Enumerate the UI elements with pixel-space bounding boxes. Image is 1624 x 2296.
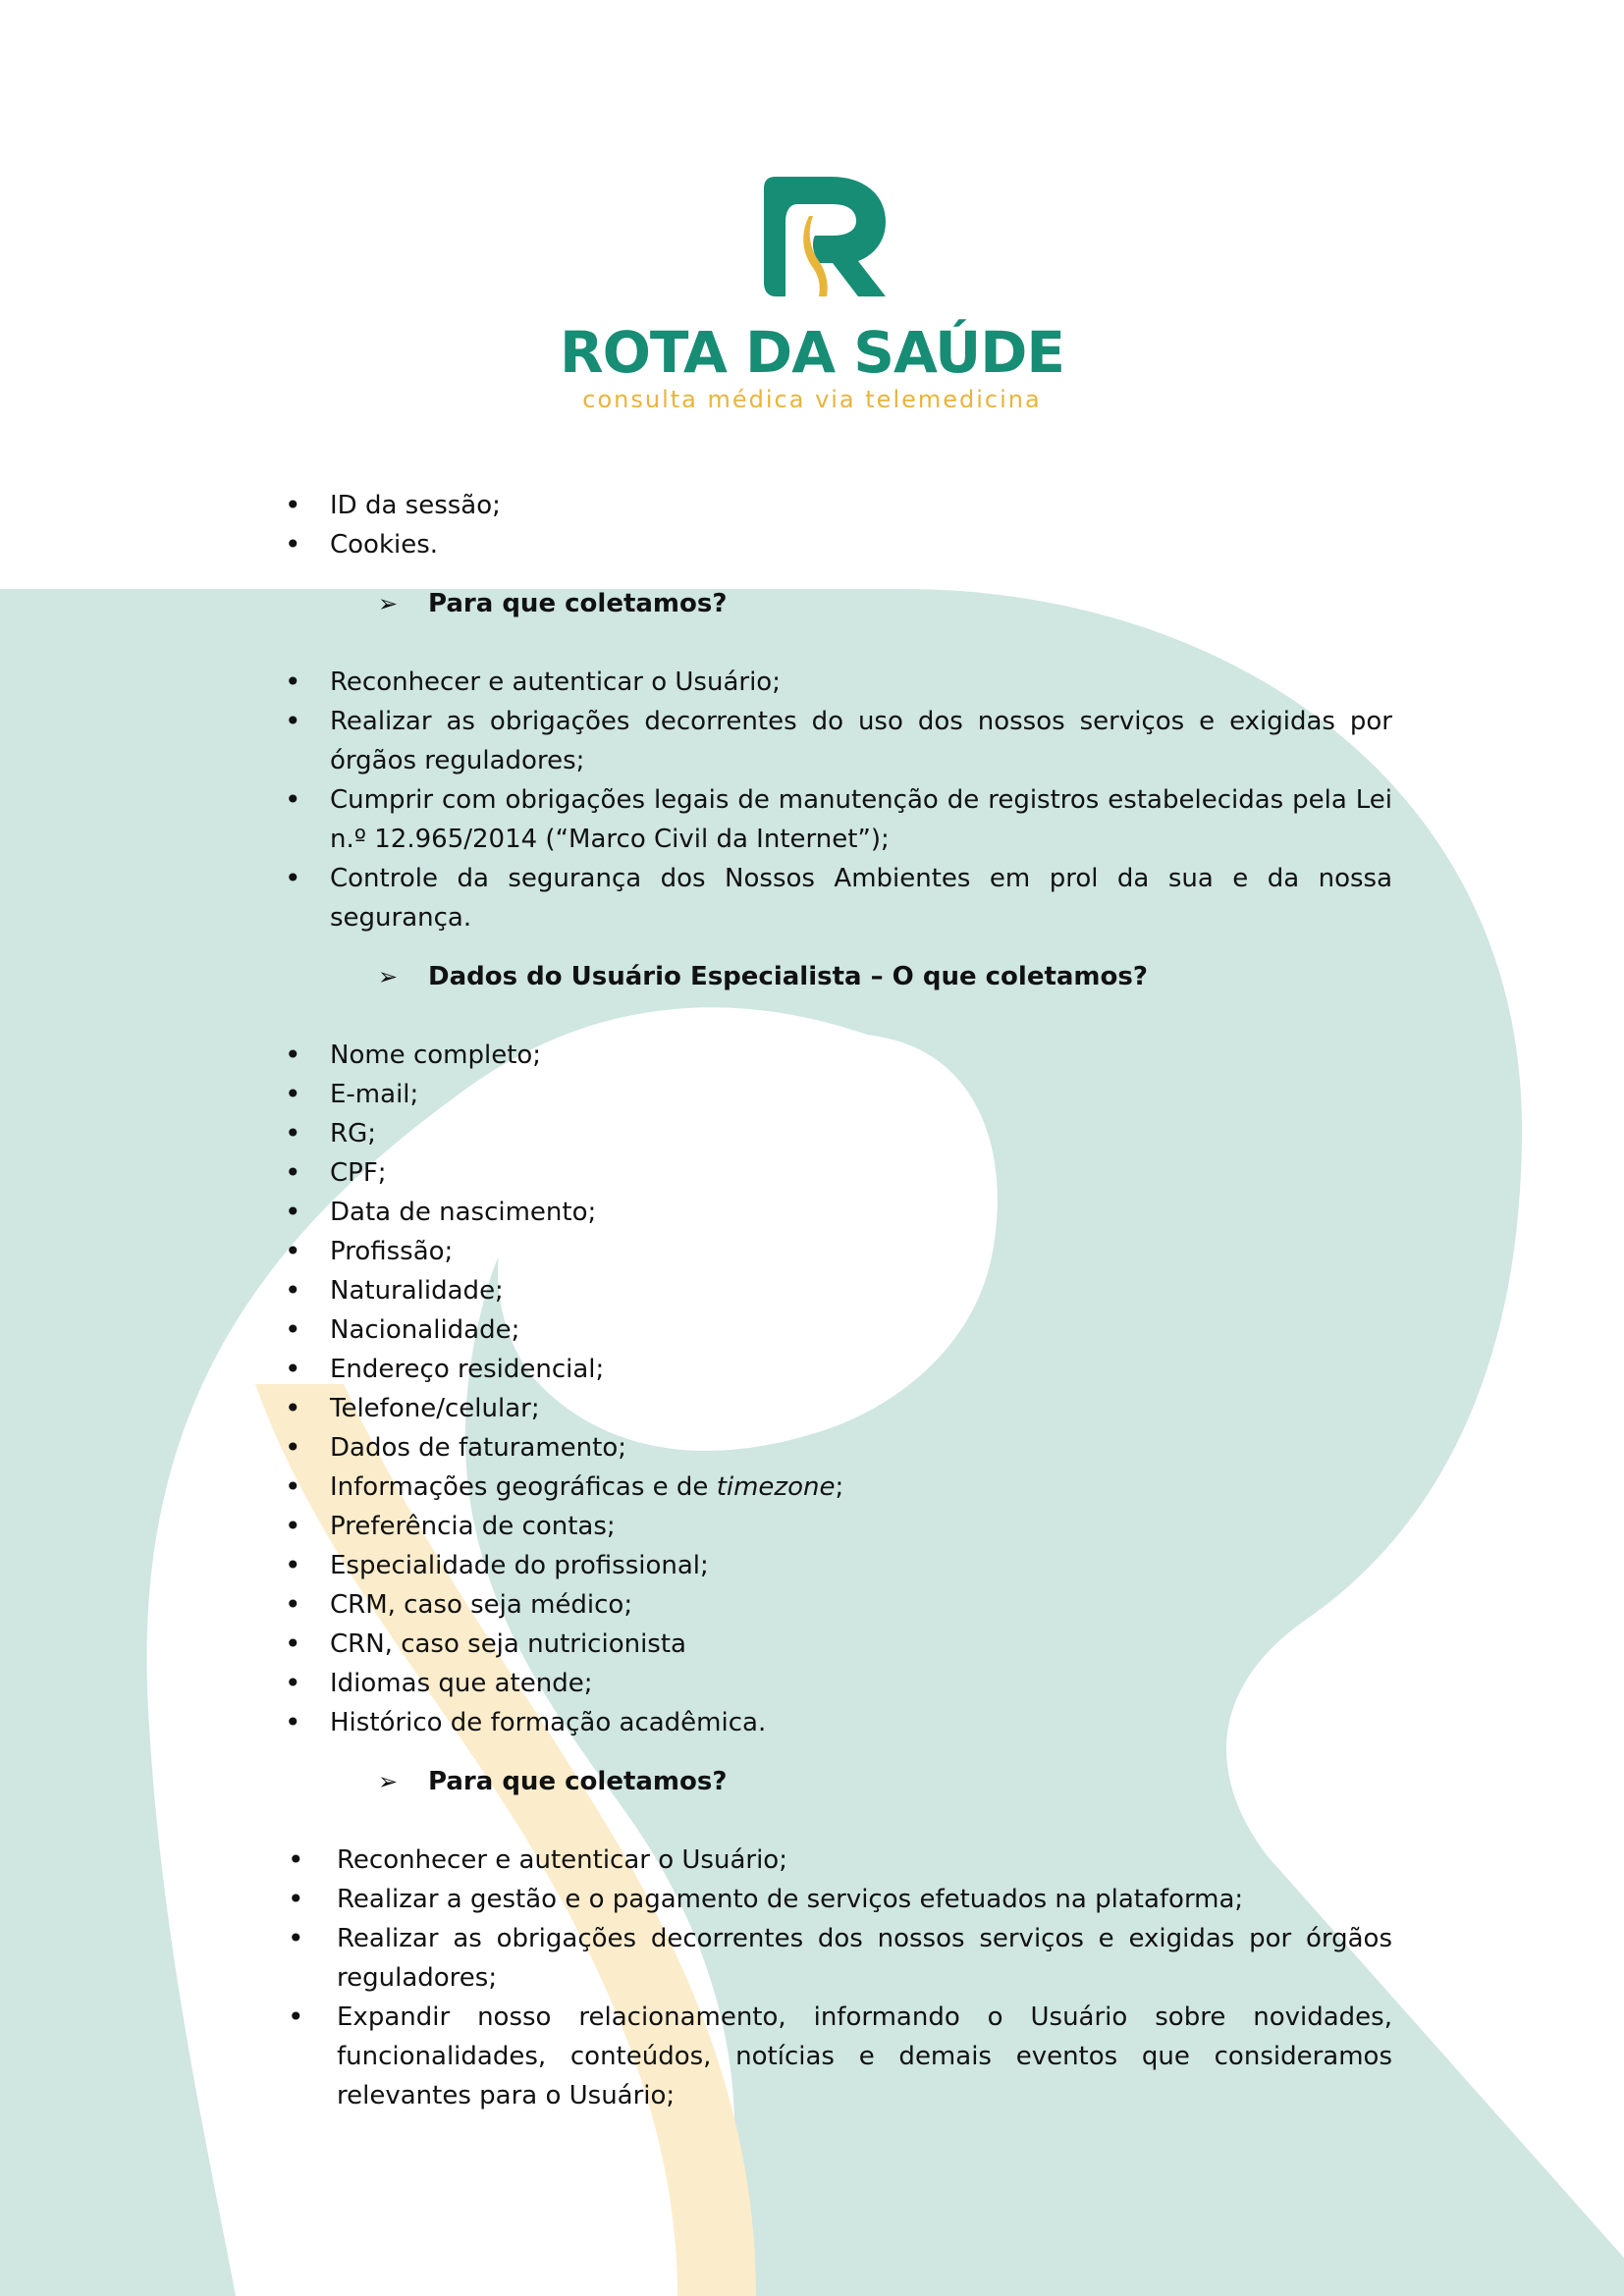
list-item: • Especialidade do profissional; [330,1546,1392,1585]
brand-tagline: consulta médica via telemedicina [582,386,1042,413]
section-heading-purpose: ➢ Para que coletamos? [0,584,1624,623]
list-item: • Telefone/celular; [330,1389,1392,1428]
list-item: • Profissão; [330,1232,1392,1271]
section-heading-specialist-data: ➢ Dados do Usuário Especialista – O que coletamos? [0,957,1624,996]
list-item: • CPF; [330,1153,1392,1193]
list-item: • CRN, caso seja nutricionista [330,1625,1392,1664]
list-item: • CRM, caso seja médico; [330,1585,1392,1625]
list-item: • Dados de faturamento; [330,1428,1392,1468]
arrow-bullet-icon: ➢ [378,1768,399,1795]
arrow-bullet-icon: ➢ [378,590,399,617]
list-item: • Reconhecer e autenticar o Usuário; [337,1841,1392,1880]
list-item: • Reconhecer e autenticar o Usuário; [330,663,1392,702]
list-item: • RG; [330,1114,1392,1153]
list-item: • Cookies. [330,525,1392,564]
brand-name: ROTA DA SAÚDE [559,319,1065,386]
list-item: • ID da sessão; [330,486,1392,525]
purpose-specialist-list [337,1841,1392,2115]
specialist-data-list [330,1036,1392,1742]
list-item: • Realizar a gestão e o pagamento de serviços efetuados na plataforma; [337,1880,1392,1919]
list-item: • Nacionalidade; [330,1310,1392,1350]
arrow-bullet-icon: ➢ [378,963,399,990]
list-item: • Controle da segurança dos Nossos Ambientes em prol da sua e da nossa segurança. [330,859,1392,937]
list-item: • Histórico de formação acadêmica. [330,1703,1392,1742]
list-item: • Endereço residencial; [330,1350,1392,1389]
list-item: • Realizar as obrigações decorrentes do uso dos nossos serviços e exigidas por órgãos reguladores; [330,702,1392,780]
list-item: • Idiomas que atende; [330,1664,1392,1703]
road-r-logo-icon [764,177,892,299]
list-item: • Cumprir com obrigações legais de manutenção de registros estabelecidas pela Lei n.º 12.965/2014 (“Marco Civil da Internet”); [330,780,1392,859]
list-item: • Preferência de contas; [330,1507,1392,1546]
section-heading-purpose-specialist: ➢ Para que coletamos? [0,1762,1624,1801]
purpose-list [330,663,1392,937]
list-item: • Expandir nosso relacionamento, informando o Usuário sobre novidades, funcionalidades, conteúdos, notícias e demais eventos que consideramos relevantes para o Usuário; [337,1998,1392,2115]
document-body [0,486,1624,2115]
session-data-list [330,486,1392,564]
list-item: • Realizar as obrigações decorrentes dos nossos serviços e exigidas por órgãos reguladores; [337,1919,1392,1998]
list-item: • Informações geográficas e de timezone; [330,1468,1392,1507]
list-item: • Data de nascimento; [330,1193,1392,1232]
list-item: • Nome completo; [330,1036,1392,1075]
list-item: • Naturalidade; [330,1271,1392,1310]
list-item: • E-mail; [330,1075,1392,1114]
